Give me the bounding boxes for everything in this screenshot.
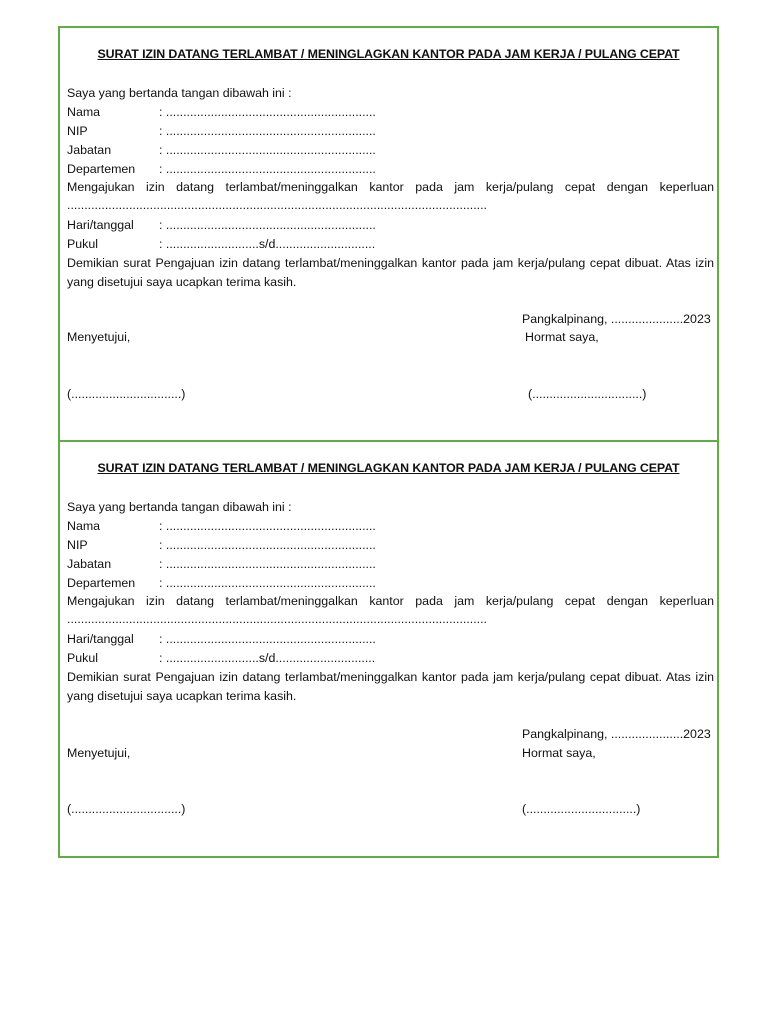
field-nip — [67, 124, 376, 138]
form-title: SURAT IZIN DATANG TERLAMBAT / MENINGLAGKAN KANTOR PADA JAM KERJA / PULANG CEPAT — [97, 47, 680, 61]
request-text: Mengajukan izin datang terlambat/meninggalkan kantor pada jam kerja/pulang cepat dengan keperluan — [67, 594, 714, 608]
field-value: : ............................................................. — [159, 519, 376, 533]
field-value: : ............................................................. — [159, 538, 376, 552]
field-hari-tanggal — [67, 632, 376, 646]
field-label: Departemen — [67, 576, 136, 590]
closing-text: Demikian surat Pengajuan izin datang terlambat/meninggalkan kantor pada jam kerja/pulang cepat dibuat. Atas izin yang disetujui saya ucapkan terima kasih. — [67, 256, 714, 289]
field-value: : ............................................................. — [159, 632, 376, 646]
field-label: Pukul — [67, 237, 98, 251]
approve-label: Menyetujui, — [67, 746, 131, 760]
place-date: Pangkalpinang, .....................2023 — [522, 312, 711, 326]
field-pukul — [67, 237, 375, 251]
field-label: Jabatan — [67, 557, 112, 571]
field-label: Jabatan — [67, 143, 112, 157]
field-value: : ...........................s/d............................. — [159, 651, 376, 665]
request-dots: .......................................................................................................................... — [67, 612, 487, 626]
field-label: NIP — [67, 124, 88, 138]
permission-form-2 — [58, 440, 719, 858]
field-departemen — [67, 576, 376, 590]
request-dots: .......................................................................................................................... — [67, 198, 487, 212]
field-label: Hari/tanggal — [67, 218, 134, 232]
signature-left: (................................) — [67, 802, 186, 816]
intro-text: Saya yang bertanda tangan dibawah ini : — [67, 500, 292, 514]
signature-right: (................................) — [528, 387, 647, 401]
form-title: SURAT IZIN DATANG TERLAMBAT / MENINGLAGKAN KANTOR PADA JAM KERJA / PULANG CEPAT — [97, 461, 680, 475]
field-label: Nama — [67, 519, 101, 533]
field-hari-tanggal — [67, 218, 376, 232]
field-value: : ............................................................. — [159, 143, 376, 157]
place-date: Pangkalpinang, .....................2023 — [522, 727, 711, 741]
field-label: Pukul — [67, 651, 98, 665]
intro-text: Saya yang bertanda tangan dibawah ini : — [67, 86, 292, 100]
respect-label: Hormat saya, — [525, 330, 599, 344]
field-nama — [67, 105, 376, 119]
signature-right: (................................) — [522, 802, 641, 816]
field-label: NIP — [67, 538, 88, 552]
closing-text: Demikian surat Pengajuan izin datang terlambat/meninggalkan kantor pada jam kerja/pulang cepat dibuat. Atas izin yang disetujui saya ucapkan terima kasih. — [67, 670, 714, 703]
permission-form-1 — [58, 26, 719, 442]
field-label: Departemen — [67, 162, 136, 176]
field-nip — [67, 538, 376, 552]
approve-label: Menyetujui, — [67, 330, 131, 344]
field-label: Nama — [67, 105, 101, 119]
field-value: : ............................................................. — [159, 162, 376, 176]
field-value: : ............................................................. — [159, 124, 376, 138]
field-nama — [67, 519, 376, 533]
field-value: : ............................................................. — [159, 105, 376, 119]
field-value: : ...........................s/d............................. — [159, 237, 376, 251]
field-value: : ............................................................. — [159, 218, 376, 232]
field-value: : ............................................................. — [159, 557, 376, 571]
field-pukul — [67, 651, 375, 665]
field-departemen — [67, 162, 376, 176]
field-label: Hari/tanggal — [67, 632, 134, 646]
request-text: Mengajukan izin datang terlambat/meninggalkan kantor pada jam kerja/pulang cepat dengan keperluan — [67, 180, 714, 194]
field-jabatan — [67, 143, 376, 157]
field-jabatan — [67, 557, 376, 571]
respect-label: Hormat saya, — [522, 746, 596, 760]
field-value: : ............................................................. — [159, 576, 376, 590]
signature-left: (................................) — [67, 387, 186, 401]
